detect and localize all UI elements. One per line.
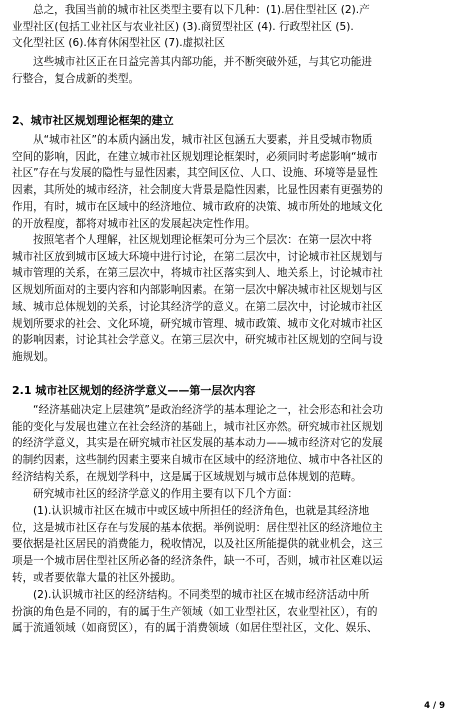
text-line: 社区”存在与发展的隐性与显性因素，其空间区位、人口、设施、环境等是显性 (12, 167, 378, 180)
paragraph-framework-intro (12, 132, 444, 232)
text-line: 城市管理的关系，在第三层次中，将城市社区落实到人、地关系上，讨论城市社 (12, 267, 383, 280)
text-line: 项是一个城市居住型社区所必备的经济条件，缺一不可，否则，城市社区难以运 (12, 555, 383, 568)
text-line: 的制约因素，这些制约因素主要来自城市在区域中的经济地位、城市中各社区的 (12, 454, 383, 467)
text-line: 域、城市总体规划的关系，讨论其经济学的意义。在第二层次中，讨论城市社区 (12, 300, 383, 313)
text-line: 位，这是城市社区存在与发展的基本依据。举例说明：居住型社区的经济地位主 (12, 521, 383, 534)
text-line: 区规划所面对的主要内容和内部影响因素。在第一层次中解决城市社区规划与区 (12, 284, 383, 297)
paragraph-roles-intro (12, 486, 444, 503)
text-line: 文化型社区 (6).体育休闲型社区 (7).虚拟社区 (12, 37, 225, 50)
text-line: 的开放程度，都将对城市社区的发展起决定性作用。 (12, 217, 256, 230)
text-line: 经济结构关系，在规划学科中，这是属于区域规划与城市总体规划的范畴。 (12, 470, 362, 483)
text-line: 施规划。 (12, 350, 55, 363)
text-line: “经济基础决定上层建筑”是政治经济学的基本理论之一，社会形态和社会功 (33, 404, 383, 416)
text-line: (2).认识城市社区的经济结构。不同类型的城市社区在城市经济活动中所 (33, 589, 370, 601)
text-line: 因素，其所处的城市经济，社会制度大背景是隐性因素，比显性因素有更强势的 (12, 184, 383, 197)
text-line: 从“城市社区”的本质内涵出发，城市社区包涵五大要素，并且受城市物质 (33, 134, 373, 146)
text-line: 行整合，复合成新的类型。 (12, 72, 140, 85)
text-line: 属于流通领域（如商贸区），有的属于消费领域（如居住型社区，文化、娱乐、 (12, 622, 378, 635)
text-line: 扮演的角色是不同的，有的属于生产领域（如工业型社区，农业型社区），有的 (12, 605, 378, 618)
text-line: 要依据是社区居民的消费能力，税收情况，以及社区所能提供的就业机会，这三 (12, 538, 383, 551)
paragraph-integration (12, 54, 444, 87)
text-line: 作用，有时，城市在区域中的经济地位、城市政府的决策、城市所处的地域文化 (12, 200, 383, 213)
text-line: 空间的影响，因此，在建立城市社区规划理论框架时，必须同时考虑影响“城市 (12, 150, 378, 163)
text-line: 按照笔者个人理解，社区规划理论框架可分为三个层次：在第一层次中将 (33, 234, 372, 246)
text-line: 能的变化与发展也建立在社会经济的基础上，城市社区亦然。研究城市社区规划 (12, 420, 383, 433)
section-heading-2: 2、城市社区规划理论框架的建立 (12, 114, 174, 127)
page-number: 4 / 9 (424, 701, 445, 711)
paragraph-economic-basis (12, 402, 444, 486)
section-heading-2-1: 2.1 城市社区规划的经济学意义——第一层次内容 (12, 384, 256, 397)
text-line: 的经济学意义，其实是在研究城市社区发展的基本动力——城市经济对它的发展 (12, 437, 383, 450)
text-line: 转，或者要依靠大量的社区外援助。 (12, 571, 182, 584)
text-line: 业型社区(包括工业社区与农业社区) (3).商贸型社区 (4). 行政型社区 (5). (12, 20, 354, 33)
text-line: (1).认识城市社区在城市中或区域中所担任的经济角色，也就是其经济地 (33, 505, 370, 517)
paragraph-three-levels (12, 232, 444, 366)
paragraph-point-2 (12, 587, 444, 637)
text-line: 研究城市社区的经济学意义的作用主要有以下几个方面： (33, 488, 298, 500)
text-line: 的影响因素，讨论其社会学意义。在第三层次中，研究城市社区规划的空间与设 (12, 334, 383, 347)
paragraph-community-types (12, 2, 444, 52)
text-line: 总之，我国当前的城市社区类型主要有以下几种：(1).居住型社区 (2).产 (33, 4, 370, 16)
text-line: 这些城市社区正在日益完善其内部功能，并不断突破外延，与其它功能进 (33, 56, 372, 68)
text-line: 规划所要求的社会、文化环境，研究城市管理、城市政策、城市文化对城市社区 (12, 317, 383, 330)
text-line: 城市社区放到城市区域大环境中进行讨论，在第二层次中，讨论城市社区规划与 (12, 250, 383, 263)
paragraph-point-1 (12, 503, 444, 587)
